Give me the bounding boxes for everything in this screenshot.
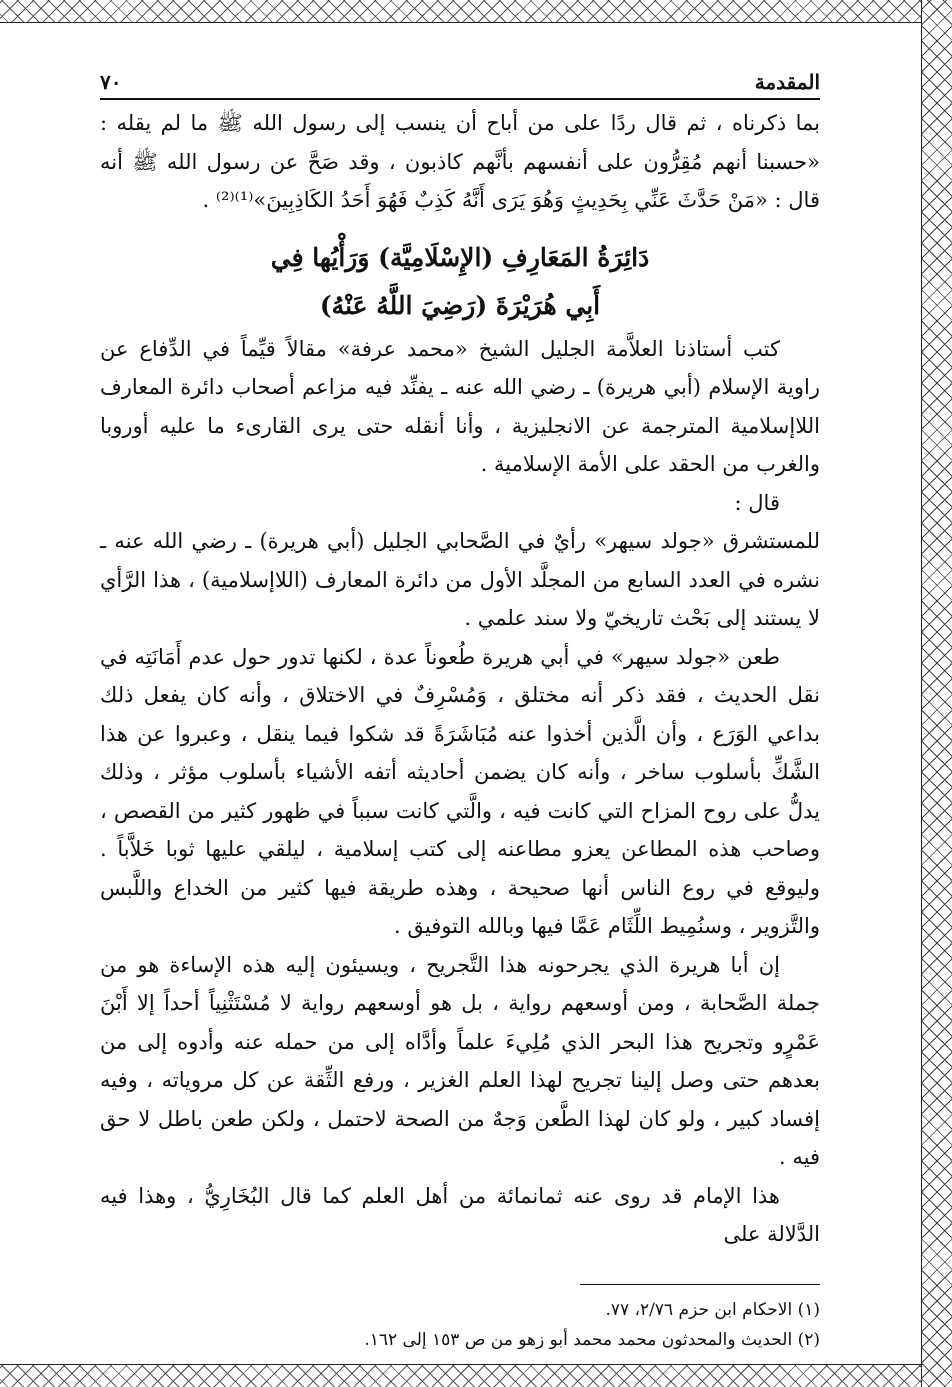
footnote-1: (١) الاحكام ابن حزم ٢/٧٦، ٧٧.	[605, 1299, 820, 1320]
paragraph-3: قال :	[734, 490, 780, 515]
footnote-separator	[580, 1284, 820, 1285]
chapter-heading-line-1: دَائِرَةُ المَعَارِفِ (الإِسْلَامِيَّة) وَرَأْيُها فِي	[270, 242, 650, 272]
decorative-border-right	[921, 0, 952, 1387]
paragraph-7: هذا الإمام قد روى عنه ثمانمائة من أهل العلم كما قال البُخَارِيُّ ، وهذا فيه الدَّلالة على	[100, 1183, 820, 1246]
chapter-heading-line-2: أَبِي هُرَيْرَةَ (رَضِيَ اللَّهُ عَنْهُ)	[319, 290, 601, 320]
decorative-border-top	[0, 0, 922, 23]
section-title: المقدمة	[754, 70, 820, 94]
footnote-2: (٢) الحديث والمحدثون محمد محمد أبو زهو من ص ١٥٣ إلى ١٦٢.	[364, 1329, 820, 1350]
paragraph-5: طعن «جولد سيهر» في أبي هريرة طُعوناً عدة ، لكنها تدور حول عدم أَمَانَتِه في نقل الحديث ، فقد ذكر أنه مختلق ، وَمُسْرِفٌ في الاختلاق ، وأنه كان يفعل ذلك بداعي الوَرَع ، وأن الَّذين أخذوا عنه مُبَاشَرَةً قد شكوا فيما ينقل ، وعبروا عن هذا الشَّكِّ بأسلوب ساخر ، وأنه كان يضمن أحاديثه أتفه الأشياء بأسلوب مؤثر ، وذلك يدلُّ على روح المزاح التي كانت فيه ، والَّتي كانت سبباً في ظهور كثير من القصص ، وصاحب هذه المطاعن يعزو مطاعنه إلى كتب إسلامية ، ليلقي عليها ثوبا خَلاَّباً . وليوقع في روع الناس أنها صحيحة ، وهذه طريقة فيها كثير من الخداع واللَّبس والتَّزوير ، وسنُمِيط اللِّثَام عَمَّا فيها وبالله التوفيق .	[100, 644, 820, 938]
paragraph-2: كتب أستاذنا العلاَّمة الجليل الشيخ «محمد عرفة» مقالاً قيِّماً في الدِّفاع عن راوية الإسلام (أبي هريرة) ـ رضي الله عنه ـ يفنِّد فيه مزاعم أصحاب دائرة المعارف اللاإسلامية المترجمة عن الانجليزية ، وأنا أنقله حتى يرى القارىء ما عليه أوروبا والغرب من الحقد على الأمة الإسلامية .	[100, 336, 820, 476]
paragraph-4: للمستشرق «جولد سيهر» رأيٌ في الصَّحابي الجليل (أبي هريرة) ـ رضي الله عنه ـ نشره في العدد السابع من المجلَّد الأول من دائرة المعارف (اللاإسلامية) ، هذا الرَّأي لا يستند إلى بَحْث تاريخيّ ولا سند علمي .	[100, 529, 820, 630]
paragraph-1: بما ذكرناه ، ثم قال ردًا على من أباح أن ينسب إلى رسول الله ﷺ ما لم يقله : «حسبنا أنهم مُقِرُّون على أنفسهم بأنَّهم كاذبون ، وقد صَحَّ عن رسول الله ﷺ أنه قال : «مَنْ حَدَّثَ عَنِّي بِحَدِيثٍ وَهُوَ يَرَى أَنَّهُ كَذِبٌ فَهُوَ أَحَدُ الكَاذِبِينَ»⁽¹⁾⁽²⁾ .	[100, 111, 820, 212]
book-page	[100, 70, 820, 1355]
running-header	[100, 70, 820, 100]
page-number: ٧٠	[100, 70, 122, 94]
decorative-border-bottom	[0, 1364, 922, 1387]
paragraph-6: إن أبا هريرة الذي يجرحونه هذا التَّجريح ، ويسيئون إليه هذه الإساءة هو من جملة الصَّحابة ، ومن أوسعهم رواية ، بل هو أوسعهم رواية لا مُسْتَثْنِياً أحداً إلا أَبْنَ عَمْرٍو وتجريح هذا البحر الذي مُلِيءَ علماً وأدَّاه إلى من حمله عنه وأدوه إلى من بعدهم حتى وصل إلينا تجريح لهذا العلم الغزير ، ورفع الثِّقة عن كل مروياته ، وفيه إفساد كبير ، ولو كان لهذا الطَّعن وَجهٌ من الصحة لاحتمل ، ولكن طعن باطل لا حق فيه .	[100, 952, 820, 1169]
